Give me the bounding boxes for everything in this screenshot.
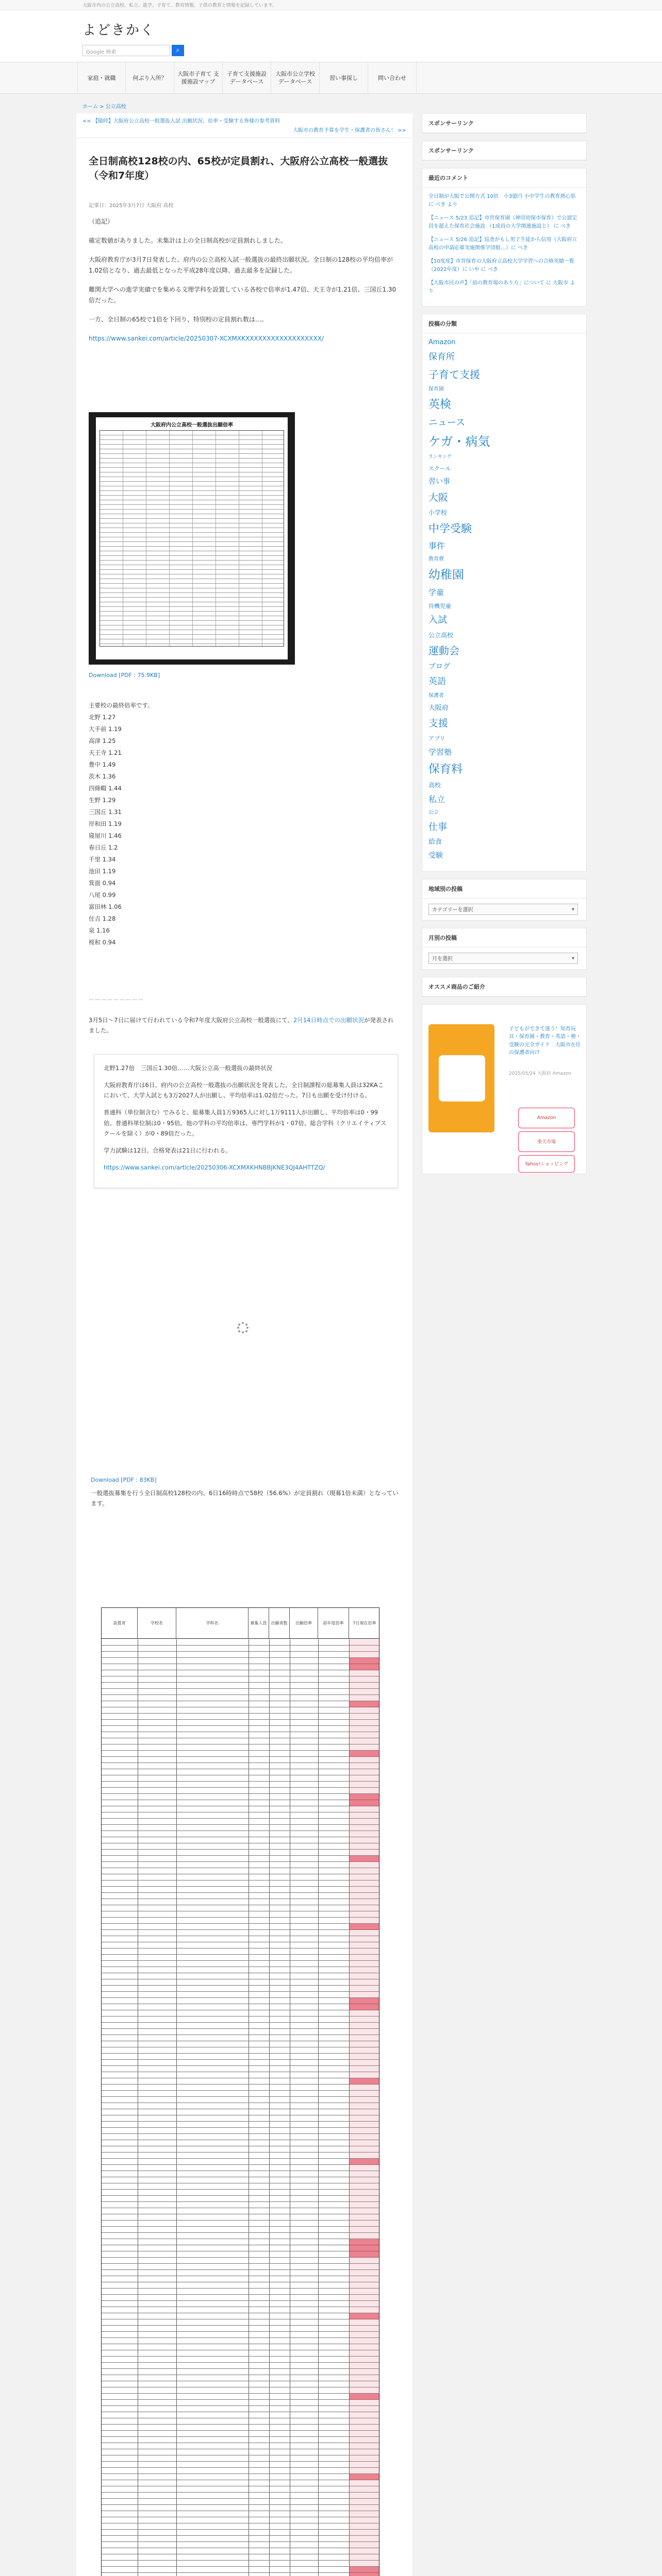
product-ad: [422, 1004, 587, 1174]
list-item: 茨木 1.36: [89, 773, 116, 780]
list-item: 寝屋川 1.46: [89, 832, 122, 839]
sidebar: [422, 113, 587, 1174]
sponsor-label: スポンサーリンク: [422, 114, 586, 133]
tag-link[interactable]: 英検: [428, 398, 452, 411]
quote-paragraph: 学力試験は12日。合格発表は21日に行われる。: [104, 1146, 231, 1154]
tag-link[interactable]: 学習塾: [428, 747, 452, 757]
article-area: [76, 113, 412, 2576]
tag-link[interactable]: 教育費: [428, 556, 444, 562]
column-header: 学校名: [138, 1608, 176, 1638]
widget-title: 最近のコメント: [422, 168, 586, 188]
list-item: 大手前 1.19: [89, 725, 122, 733]
tag-link[interactable]: Amazon: [428, 338, 456, 346]
breadcrumb-category[interactable]: 公立高校: [105, 104, 126, 110]
nav-item[interactable]: 子育て支援施設 データベース: [223, 62, 271, 94]
column-header: 出願者数: [269, 1608, 290, 1638]
table-description: 一般選抜募集を行う全日制高校128校の内、6日16時時点で58校（56.6%）が定員割れ（現募1倍未満）となっています。: [91, 1489, 399, 1507]
tag-link[interactable]: 公立: [428, 810, 439, 816]
tag-link[interactable]: 小学校: [428, 509, 448, 517]
status-link[interactable]: 2月14日時点での出願状況: [293, 1016, 364, 1024]
download-link[interactable]: Download [PDF : 83KB]: [91, 1477, 157, 1483]
tag-link[interactable]: 私立: [428, 794, 445, 804]
list-item: 箕面 0.94: [89, 879, 116, 887]
column-header: 前年度倍率: [318, 1608, 349, 1638]
column-header: 出願倍率: [290, 1608, 318, 1638]
article-body: [89, 216, 398, 352]
tag-link[interactable]: 保護者: [428, 692, 444, 699]
tag-link[interactable]: 大阪: [428, 492, 449, 503]
category-widget: [422, 879, 587, 921]
ratio-table-page1[interactable]: [101, 1607, 379, 2576]
widget-title: 投稿の分類: [422, 314, 586, 333]
download-link[interactable]: Download [PDF : 75.9KB]: [89, 672, 160, 679]
tag-link[interactable]: ブログ: [428, 662, 450, 671]
prev-post-link[interactable]: << 【随時】大阪府公立高校一般選抜入試 出願状況、倍率・受験する皆様の参考資料: [82, 118, 280, 124]
yahoo-button[interactable]: Yahoo!ショッピング: [518, 1155, 575, 1173]
tag-link[interactable]: 受験: [428, 852, 443, 860]
category-select[interactable]: カテゴリーを選択 ▾: [428, 904, 578, 915]
comment-link[interactable]: 【ニュース 5/26 追記】巡査がもし男子生徒から信用（大阪府立高校の申請応募実施関係学団組…）に べき: [428, 237, 577, 251]
tag-link[interactable]: 保育所: [428, 352, 455, 363]
month-select[interactable]: 月を選択 ▾: [428, 953, 578, 964]
table-grid: [100, 430, 284, 647]
table-body: [102, 1639, 379, 2576]
list-item: 天王寺 1.21: [89, 749, 122, 756]
amazon-button[interactable]: Amazon: [518, 1108, 575, 1128]
note-text: 3月5日～7日に届けて行われている令和7年度大阪府公立高校一般選抜にて、: [89, 1016, 294, 1024]
ratio-table-image[interactable]: [89, 412, 295, 665]
sponsor-label: スポンサーリンク: [422, 141, 586, 160]
separator: ーーーーーーーーー: [89, 996, 144, 1003]
paragraph: 確定数値がありました。未集計は上の全日制高校が定員割れしました。: [89, 237, 287, 244]
site-title[interactable]: よどきかく: [82, 23, 155, 38]
table-header: [102, 1608, 379, 1639]
tag-link[interactable]: ケガ・病気: [428, 434, 490, 449]
sponsor-box: [422, 141, 587, 161]
list-item: 春日丘 1.2: [89, 844, 118, 851]
tag-link[interactable]: 仕事: [428, 821, 447, 833]
list-item: 桜和 0.94: [89, 939, 116, 946]
source-link[interactable]: https://www.sankei.com/article/20250306-XCXMXKHNBBJKNE3QJ4AHTTZQ/: [104, 1163, 325, 1171]
column-header: 学科名: [176, 1608, 249, 1638]
loading-spinner-icon: [237, 1322, 249, 1333]
list-item: 千里 1.34: [89, 856, 116, 863]
tag-link[interactable]: 学童: [428, 587, 444, 597]
post-navigation: [76, 113, 412, 138]
list-item: 三国丘 1.31: [89, 808, 122, 816]
recent-comments: [422, 168, 587, 307]
breadcrumb: [82, 102, 126, 110]
tag-link[interactable]: 習い事: [428, 478, 450, 486]
tag-link[interactable]: 大阪府: [428, 704, 449, 712]
column-header: 募集人員: [249, 1608, 269, 1638]
list-item: 高津 1.25: [89, 737, 116, 744]
paragraph: 難関大学への進学実績でを集める文理学科を設置している各校で倍率が1.47倍、天王寺が1.21倍、三国丘1.30倍だった。: [89, 286, 396, 304]
search-input[interactable]: Google 検索: [82, 45, 170, 56]
tag-link[interactable]: ニュース: [428, 417, 466, 428]
tag-link[interactable]: アプリ: [428, 735, 445, 742]
nav-item[interactable]: 家庭・就職: [77, 62, 126, 94]
quote-paragraph: 普通科（単位制含む）でみると、総募集人員1万9365人に対し1万9111人が出願し、平均倍率は0・99倍。普通科単位制は0・95倍。他の学科の平均倍率は、専門学科が1・07倍、総合学科（クリエイティブスクールを除く）が0・89倍だった。: [104, 1109, 387, 1137]
source-link[interactable]: https://www.sankei.com/article/20250307-XCXMXKXXXXXXXXXXXXXXXXXX/: [89, 335, 324, 342]
top-strip: 大阪市内の公立高校、私立、進学、子育て、教育情報、子供の教育と情報を記録しています。: [0, 0, 662, 10]
tag-cloud: [422, 314, 587, 872]
sponsor-box: [422, 113, 587, 133]
search-bar: [82, 45, 580, 56]
tag-link[interactable]: 保育料: [428, 762, 463, 776]
widget-title: 地域別の投稿: [422, 879, 586, 899]
widget-title: 月別の投稿: [422, 928, 586, 947]
tag-link[interactable]: 運動会: [428, 644, 459, 657]
nav-item[interactable]: 大阪市子育て 支援施設マップ: [174, 62, 223, 94]
list-item: 生野 1.29: [89, 796, 116, 804]
paragraph: （追記）: [89, 218, 114, 225]
nav-item[interactable]: 大阪市公立学校 データベース: [271, 62, 320, 94]
tag-link[interactable]: 入試: [428, 615, 447, 626]
list-item: 池田 1.19: [89, 868, 116, 875]
product-link[interactable]: 子どもができて迷う！知育玩具・保育園・教育・英語・塾・受験の完全ガイド 大阪市在住の保護者向け: [509, 1026, 581, 1056]
breadcrumb-home[interactable]: ホーム: [82, 104, 98, 110]
tag-link[interactable]: 幼稚園: [428, 568, 464, 582]
tag-link[interactable]: 公立高校: [428, 631, 454, 639]
update-note: [89, 1015, 398, 1036]
recommend-widget: [422, 977, 587, 997]
list-item: 泉 1.16: [89, 927, 110, 934]
global-nav: [0, 62, 662, 94]
product-image[interactable]: [428, 1024, 494, 1132]
tag-link[interactable]: 保育園: [428, 386, 444, 392]
tag-link[interactable]: 高校: [428, 782, 441, 789]
column-header: 設置者: [102, 1608, 138, 1638]
tag-link[interactable]: 待機児童: [428, 602, 451, 609]
tag-link[interactable]: 英語: [428, 676, 446, 687]
nav-item[interactable]: 何ぶり入所？: [126, 62, 174, 94]
nav-item[interactable]: 習い事探し: [320, 62, 368, 94]
quoted-article: [94, 1054, 398, 1188]
tag-link[interactable]: スクール: [428, 465, 451, 472]
list-item: 岸和田 1.19: [89, 820, 122, 827]
archive-widget: [422, 928, 587, 970]
list-item: 北野 1.27: [89, 714, 116, 721]
tag-link[interactable]: 中学受験: [428, 522, 472, 535]
comment-link[interactable]: 全日制が大阪で公開方式 10倍 小3億円 小中学生の教育熱心県 に べき より: [428, 194, 576, 208]
rakuten-button[interactable]: 楽天市場: [518, 1131, 575, 1152]
post-meta: 記事日：2025年3月7日 大阪府 高校: [89, 203, 174, 209]
product-meta: 2025/05/24 大阪府 Amazon: [509, 1071, 571, 1076]
paragraph: 大阪府教育庁が3月7日発表した、府内の公立高校入試一般選抜の最終出願状況。全日制の128校の平均倍率が1.02倍となり、過去最低となった平成28年度以降、過去最多を記録した。: [89, 256, 393, 274]
list-item: 八尾 0.99: [89, 891, 116, 899]
tag-link[interactable]: 事件: [428, 540, 445, 551]
quote-headline: 北野1.27倍 三国丘1.30倍……大阪公立高一般選抜の最終状況: [104, 1064, 273, 1072]
column-header: 7日現在倍率: [353, 1621, 376, 1625]
site-header: [0, 10, 662, 62]
next-post-link[interactable]: 大阪市の教育予算を学生・保護者の皆さん！ >>: [293, 128, 406, 133]
quote-paragraph: 大阪府教育庁は6日、府内の公立高校一般選抜の出願状況を発表した。全日制課程の総募集人員は32KAこにおいて、大学入試とも3万2027人が出願し、平均倍率は1.02倍だった。7日も出願を受け付ける。: [104, 1081, 384, 1099]
breadcrumb-sep: >: [100, 104, 104, 110]
note-text: が発表されました。: [89, 1016, 394, 1035]
school-ratio-list: [89, 700, 154, 948]
paragraph: 一方、全日制の65校で1倍を下回り、特別校の定員割れ数は…。: [89, 316, 268, 323]
widget-title: オススメ商品のご紹介: [422, 977, 586, 996]
search-icon[interactable]: ⌕: [172, 45, 184, 56]
comment-link[interactable]: 【ニュース 5/23 追記】市営保育園（神田幼保市保育）で公認定員を超えた保育社会施設 （1成員の大学関連施設と） に べき: [428, 215, 577, 229]
tag-link[interactable]: ランキング: [428, 454, 452, 460]
list-title: 主要校の最終倍率です。: [89, 702, 154, 709]
post-title: 全日制高校128校の内、65校が定員割れ、大阪府公立高校一般選抜（令和7年度）: [89, 156, 388, 181]
tag-link[interactable]: 給食: [428, 838, 442, 846]
list-item: 四條畷 1.44: [89, 785, 122, 792]
list-item: 豊中 1.49: [89, 761, 116, 768]
figure-title: 大阪府内公立高校一般選抜出願倍率: [151, 422, 233, 428]
list-item: 住吉 1.28: [89, 915, 116, 922]
comment-link[interactable]: 【10度度】市営保育の大阪府立高校大学学習ヘの合格実績一覧（2022年度）に いや に べき: [428, 259, 574, 273]
nav-item[interactable]: 問い合わせ: [368, 62, 417, 94]
tag-link[interactable]: 支援: [428, 718, 449, 730]
comment-link[interactable]: 【大阪市民の声】「前の教育場のあり方」について に 大阪市 より: [428, 280, 575, 294]
list-item: 富田林 1.06: [89, 903, 122, 910]
tag-link[interactable]: 子育て支援: [428, 368, 480, 381]
